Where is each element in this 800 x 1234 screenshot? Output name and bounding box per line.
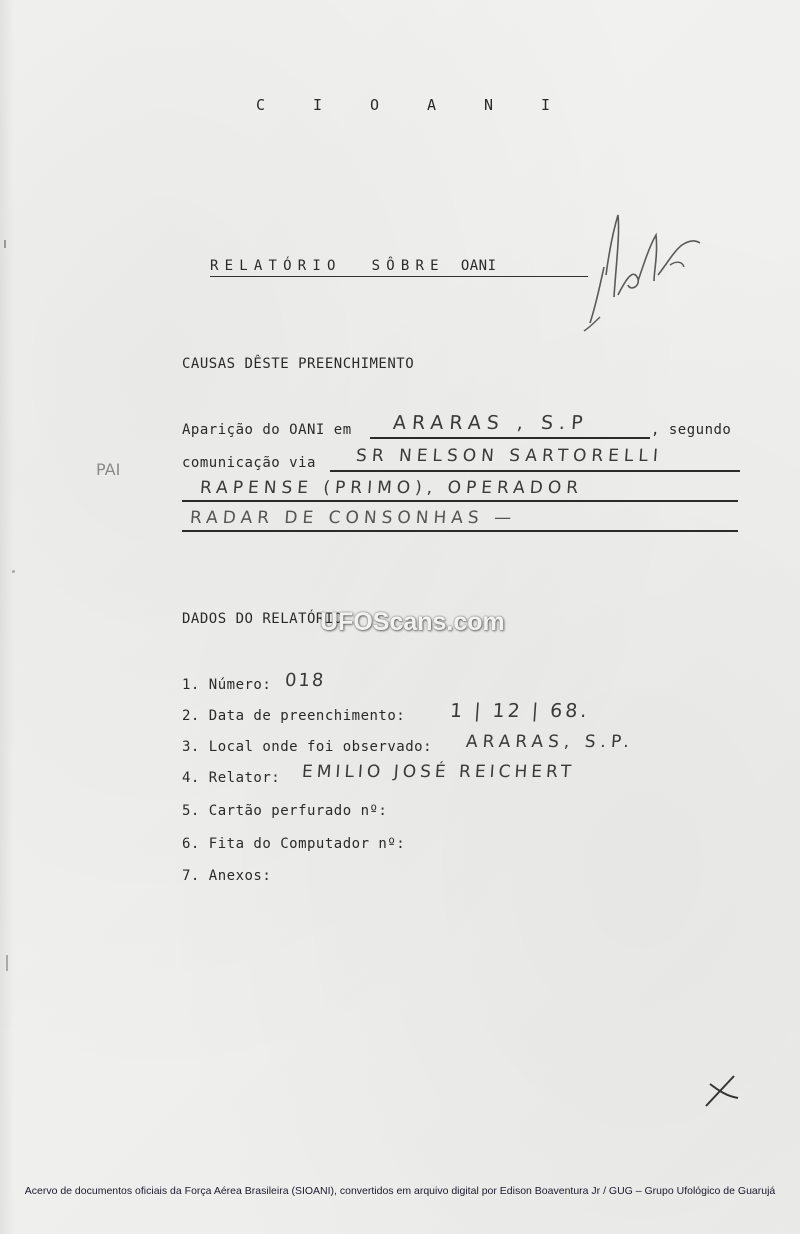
margin-note-pai: PAI (96, 460, 121, 479)
dados-item-label: 6. Fita do Computador nº: (182, 836, 406, 852)
title-word-relatorio: RELATÓRIO (210, 258, 342, 274)
margin-speck (6, 955, 8, 971)
dados-heading: DADOS DO RELATÓRIO (182, 611, 343, 627)
causas-line3-underline (182, 500, 738, 502)
page-edge-shadow (0, 0, 14, 1234)
org-letter: O (370, 96, 380, 114)
causas-line2-underline (330, 470, 740, 472)
dados-item-value: 1 | 12 | 68. (449, 700, 591, 722)
causas-line4-underline (182, 530, 738, 532)
title-word-oani: OANI (460, 258, 497, 274)
dados-item-label: 2. Data de preenchimento: (182, 708, 406, 724)
title-word-sobre: SÔBRE (371, 258, 445, 274)
dados-item-value: EMILIO JOSÉ REICHERT (301, 762, 576, 782)
signature-scribble (578, 205, 708, 335)
causas-line1-suffix: , segundo (651, 422, 732, 438)
org-header (256, 96, 598, 114)
causas-line2-handwritten: SR NELSON SARTORELLI (355, 446, 664, 466)
org-letter: N (484, 96, 494, 114)
title-underline (210, 276, 588, 277)
footer-credit: Acervo de documentos oficiais da Força Aérea Brasileira (SIOANI), convertidos em arquivo digital por Edison Boaventura Jr / GUG – Grupo Ufológico de Guarujá (24, 1185, 776, 1197)
org-letter: C (256, 96, 266, 114)
org-letter: A (427, 96, 437, 114)
org-letter: I (313, 96, 323, 114)
causas-line2-prefix: comunicação via (182, 455, 316, 471)
causas-line1-handwritten: ARARAS , S.P (392, 412, 590, 434)
watermark: UFOScans.com (320, 608, 505, 636)
org-letter: I (541, 96, 551, 114)
dados-item-value: ARARAS, S.P. (465, 732, 635, 752)
dados-item-label: 3. Local onde foi observado: (182, 739, 433, 755)
causas-heading: CAUSAS DÊSTE PREENCHIMENTO (182, 356, 415, 372)
causas-line1-underline (370, 437, 650, 439)
dados-item-label: 4. Relator: (182, 770, 281, 786)
x-mark-icon (700, 1068, 742, 1110)
report-title (210, 258, 497, 274)
dados-item-label: 5. Cartão perfurado nº: (182, 803, 388, 819)
margin-speck (4, 240, 6, 248)
causas-line4-handwritten: RADAR DE CONSONHAS — (189, 508, 517, 528)
dados-item-value: 018 (284, 670, 327, 691)
causas-line1-prefix: Aparição do OANI em (182, 422, 352, 438)
causas-line3-handwritten: RAPENSE (PRIMO), OPERADOR (199, 478, 584, 498)
dados-item-label: 7. Anexos: (182, 868, 272, 884)
margin-speck (12, 570, 15, 573)
dados-item-label: 1. Número: (182, 677, 272, 693)
